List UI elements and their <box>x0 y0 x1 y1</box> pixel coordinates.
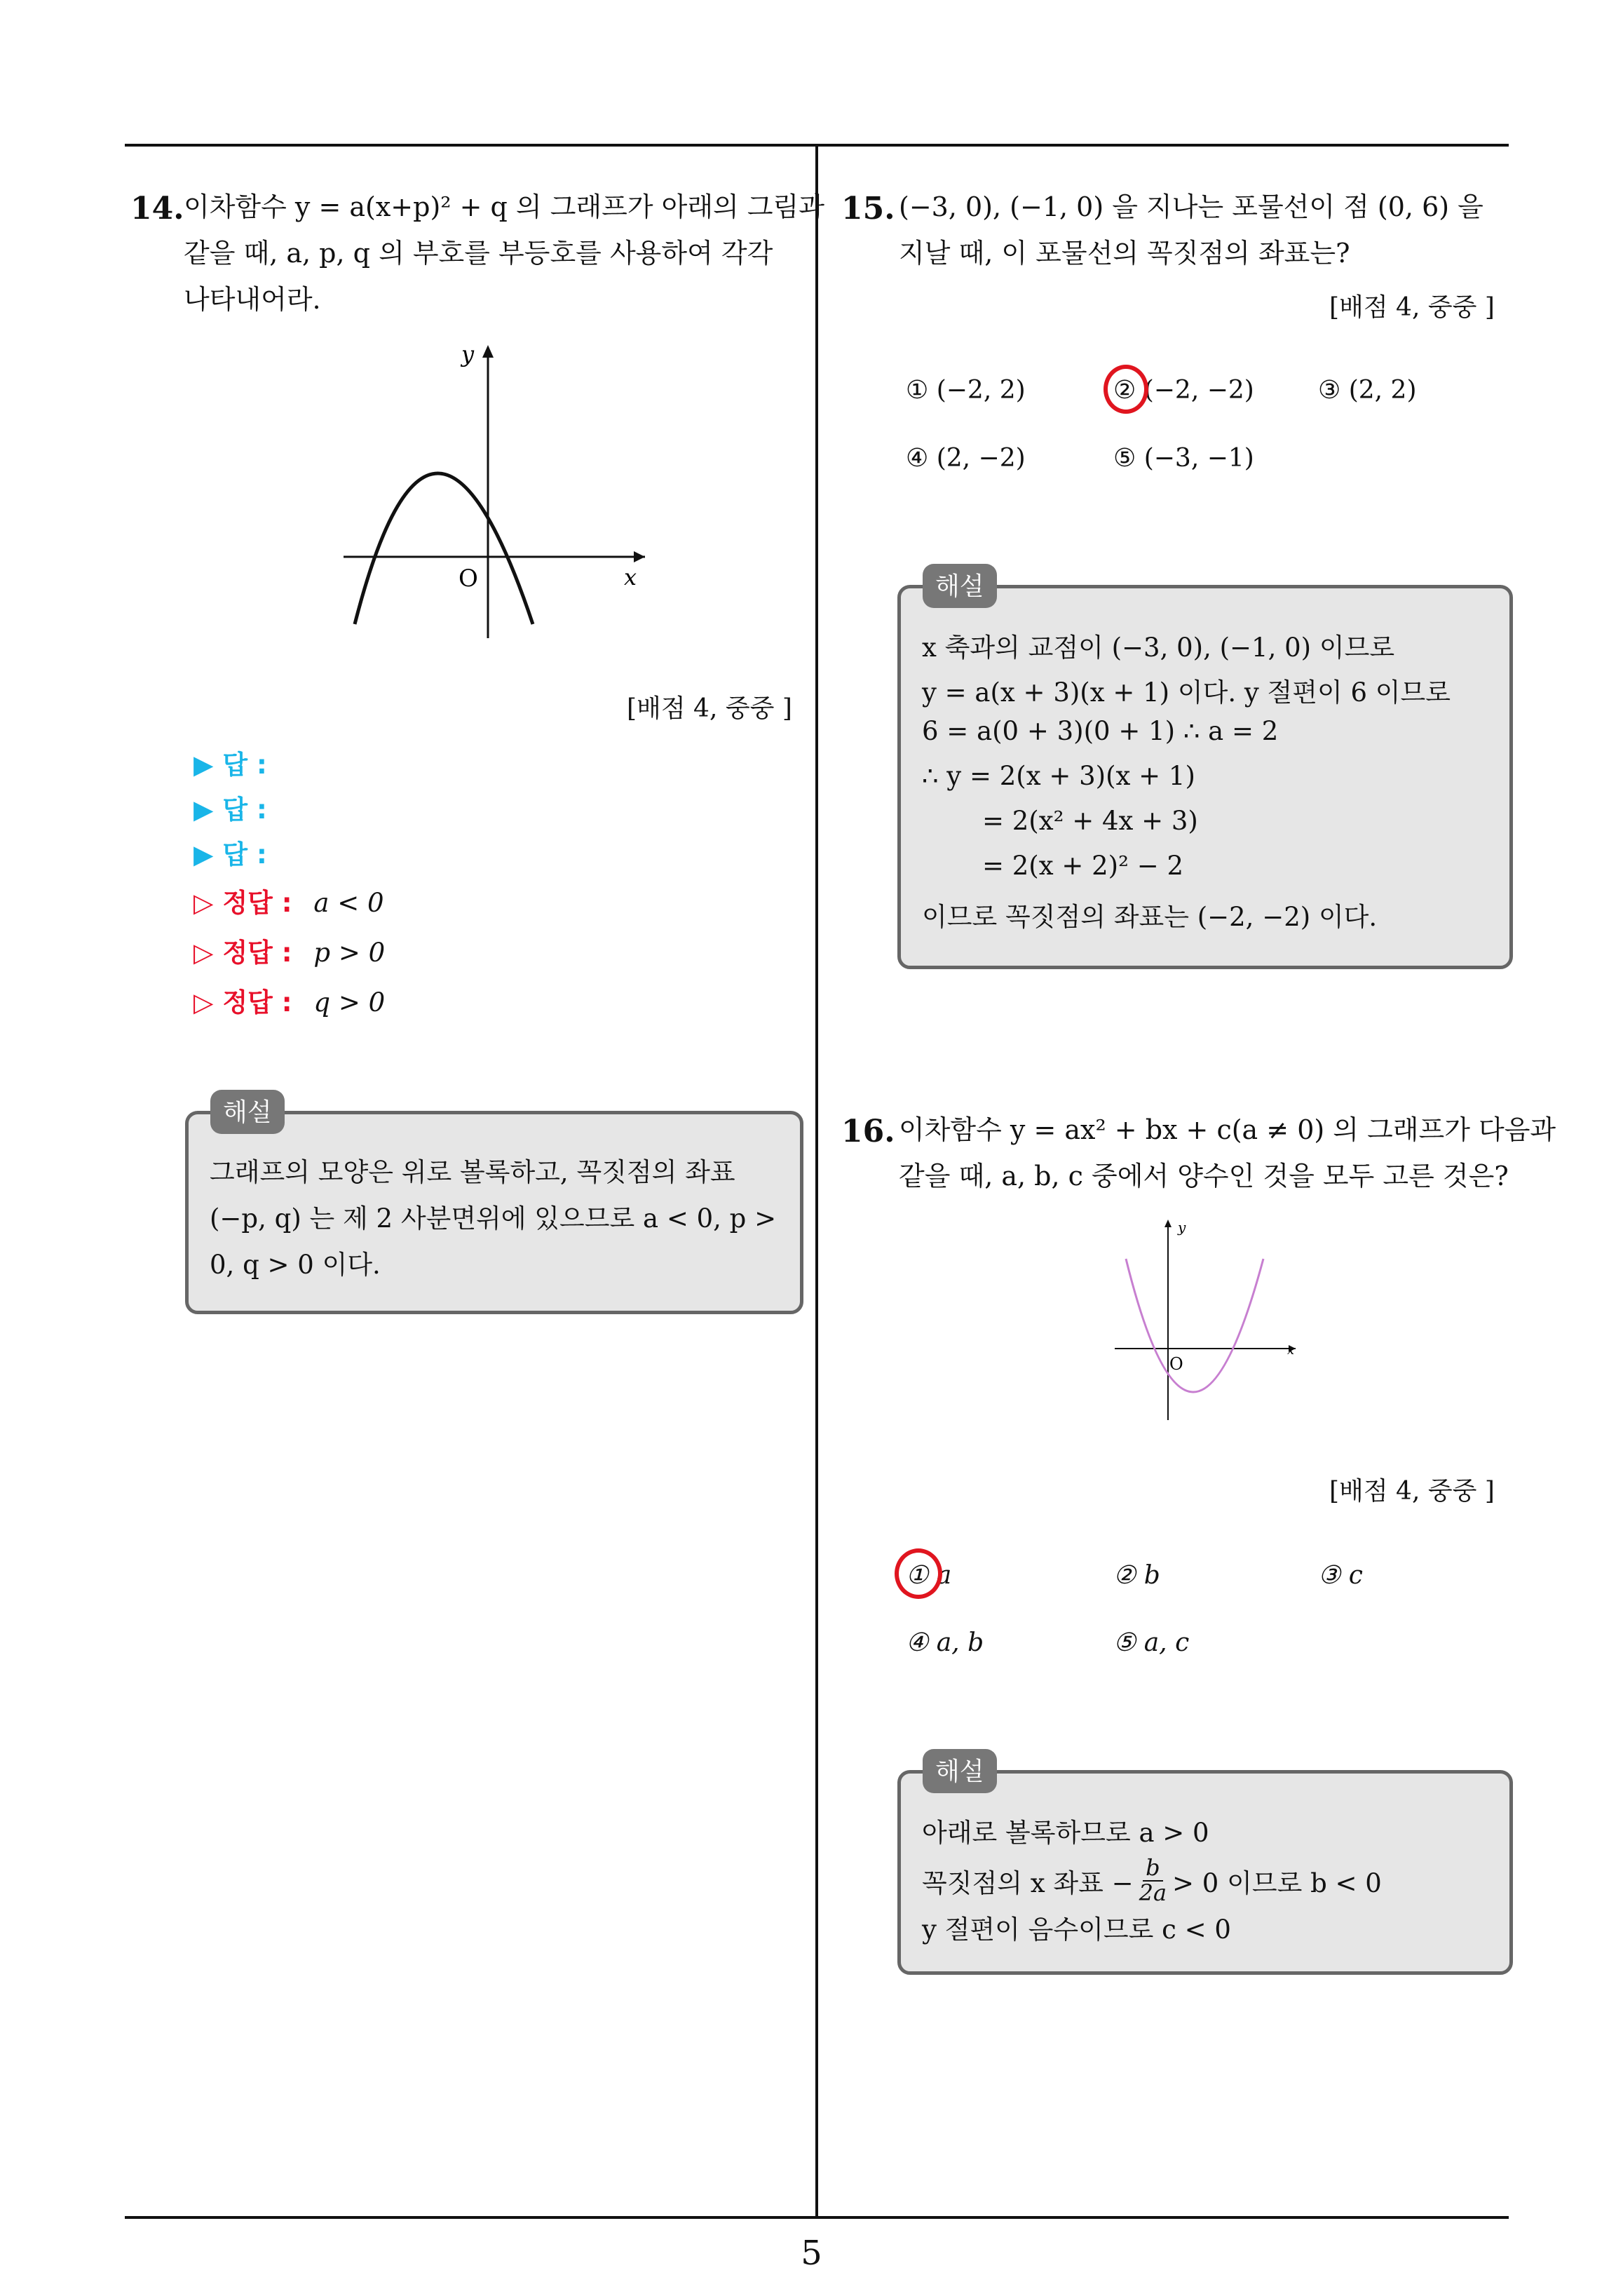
graph-16-y-label: y <box>1178 1219 1186 1236</box>
solution-tag-15: 해설 <box>923 564 997 608</box>
q15-choice-2[interactable]: ② (−2, −2) <box>1113 376 1254 405</box>
question-16-number: 16. <box>841 1114 895 1149</box>
q15-choice-3[interactable]: ③ (2, 2) <box>1318 376 1417 405</box>
correct-answer-label: ▷ 정답 : <box>193 888 292 918</box>
solution-box-15 <box>897 585 1513 969</box>
question-16-graph <box>1108 1217 1304 1427</box>
solution-15-line5: = 2(x² + 4x + 3) <box>982 806 1198 836</box>
correct-answer-value: p > 0 <box>313 938 386 968</box>
column-divider <box>815 144 818 2217</box>
solution-15-line6: = 2(x + 2)² − 2 <box>982 851 1184 881</box>
selected-answer-circle <box>1103 365 1148 414</box>
correct-answer-label: ▷ 정답 : <box>193 987 292 1018</box>
question-14-score: [배점 4, 중중 ] <box>627 694 792 723</box>
graph-14-y-label: y <box>461 341 475 367</box>
graph-16-origin-label: O <box>1169 1354 1183 1374</box>
solution-box-14 <box>185 1111 803 1314</box>
question-14-graph <box>330 337 652 645</box>
q16-choice-4[interactable]: ④ a, b <box>906 1628 984 1657</box>
fraction-b-over-2a <box>1139 1856 1167 1905</box>
page-number: 5 <box>801 2234 822 2273</box>
question-16-score: [배점 4, 중중 ] <box>1329 1477 1495 1506</box>
graph-14-origin-label: O <box>459 565 478 593</box>
solution-14-line3: 0, q > 0 이다. <box>210 1250 381 1280</box>
solution-16-line1: 아래로 볼록하므로 a > 0 <box>922 1818 1209 1848</box>
question-15-score: [배점 4, 중중 ] <box>1329 293 1495 322</box>
solution-box-16 <box>897 1770 1513 1975</box>
correct-answer-3 <box>193 981 385 1019</box>
question-15-text-line1: (−3, 0), (−1, 0) 을 지나는 포물선이 점 (0, 6) 을 <box>899 191 1483 222</box>
solution-16-line2-pre: 꼭짓점의 x 좌표 − <box>922 1868 1134 1898</box>
bottom-rule <box>125 2216 1509 2219</box>
correct-answer-1 <box>193 882 384 919</box>
solution-16-line3: y 절편이 음수이므로 c < 0 <box>922 1915 1231 1945</box>
question-14-text-line2: 같을 때, a, p, q 의 부호를 부등호를 사용하여 각각 <box>184 238 773 269</box>
correct-answer-2 <box>193 931 385 969</box>
fraction-denominator: 2a <box>1139 1879 1167 1906</box>
answer-blank-1: ▶ 답 : <box>193 750 267 780</box>
q15-choice-1[interactable]: ① (−2, 2) <box>906 376 1026 405</box>
correct-answer-label: ▷ 정답 : <box>193 938 292 968</box>
answer-blank-3: ▶ 답 : <box>193 839 267 870</box>
solution-16-line2 <box>922 1856 1382 1905</box>
selected-answer-circle <box>895 1548 942 1599</box>
q16-choice-3[interactable]: ③ c <box>1318 1561 1363 1590</box>
question-14-text-line3: 나타내어라. <box>184 284 321 315</box>
q15-choice-4[interactable]: ④ (2, −2) <box>906 444 1026 473</box>
solution-15-line2: y = a(x + 3)(x + 1) 이다. y 절편이 6 이므로 <box>922 677 1451 708</box>
solution-tag-16: 해설 <box>923 1749 997 1793</box>
solution-14-line1: 그래프의 모양은 위로 볼록하고, 꼭짓점의 좌표 <box>210 1157 735 1187</box>
solution-15-line1: x 축과의 교점이 (−3, 0), (−1, 0) 이므로 <box>922 633 1395 663</box>
question-16-text-line1: 이차함수 y = ax² + bx + c(a ≠ 0) 의 그래프가 다음과 <box>899 1114 1556 1145</box>
solution-16-line2-post: > 0 이므로 b < 0 <box>1172 1868 1382 1898</box>
solution-tag-14: 해설 <box>210 1090 285 1134</box>
question-14-number: 14. <box>130 191 184 227</box>
answer-blank-2: ▶ 답 : <box>193 795 267 825</box>
solution-15-line3: 6 = a(0 + 3)(0 + 1) ∴ a = 2 <box>922 716 1279 746</box>
solution-14-line2: (−p, q) 는 제 2 사분면위에 있으므로 a < 0, p > <box>210 1203 777 1234</box>
question-14-text-line1: 이차함수 y = a(x+p)² + q 의 그래프가 아래의 그림과 <box>184 191 824 222</box>
question-15-number: 15. <box>841 191 895 227</box>
q16-choice-1[interactable]: ① a <box>906 1561 952 1590</box>
solution-15-line7: 이므로 꼭짓점의 좌표는 (−2, −2) 이다. <box>922 902 1378 932</box>
graph-14-x-label: x <box>624 564 637 590</box>
correct-answer-value: q > 0 <box>313 987 386 1018</box>
correct-answer-value: a < 0 <box>313 888 384 918</box>
q15-choice-5[interactable]: ⑤ (−3, −1) <box>1113 444 1254 473</box>
solution-15-line4: ∴ y = 2(x + 3)(x + 1) <box>922 761 1195 791</box>
graph-16-x-label: x <box>1287 1343 1295 1358</box>
question-16-text-line2: 같을 때, a, b, c 중에서 양수인 것을 모두 고른 것은? <box>899 1161 1509 1191</box>
fraction-numerator: b <box>1143 1856 1162 1882</box>
question-15-text-line2: 지날 때, 이 포물선의 꼭짓점의 좌표는? <box>899 238 1350 269</box>
q16-choice-5[interactable]: ⑤ a, c <box>1113 1628 1190 1657</box>
q16-choice-2[interactable]: ② b <box>1113 1561 1160 1590</box>
